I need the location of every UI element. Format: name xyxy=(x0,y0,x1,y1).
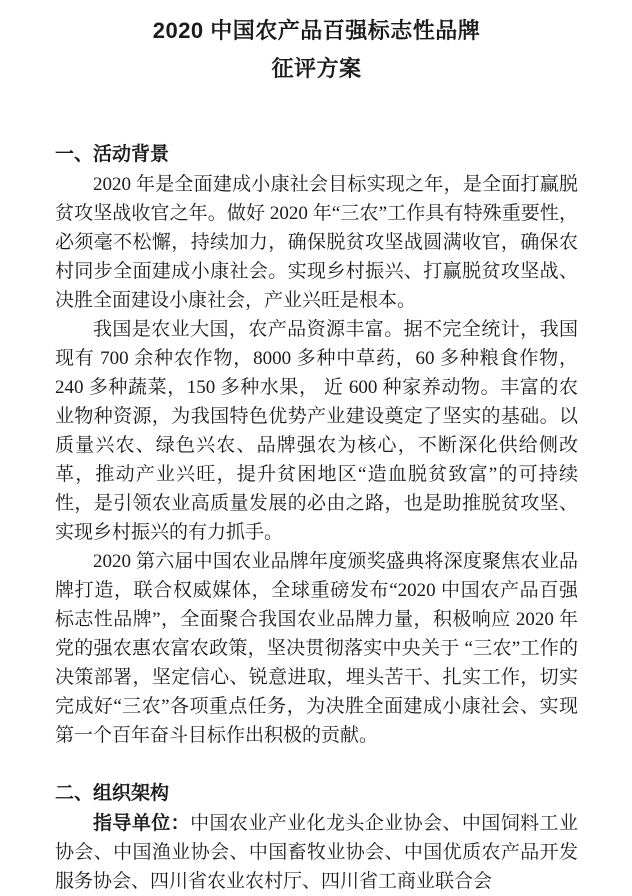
section-organization xyxy=(55,779,578,896)
section-1-paragraph-2: 我国是农业大国，农产品资源丰富。据不完全统计，我国现有 700 余种农作物，8000 多种中草药，60 多种粮食作物，240 多种蔬菜，150 多种水果， 近 600 种家养动物。丰富的农业物种资源，为我国特色优势产业建设奠定了坚实的基础。以质量兴农、绿色兴农、品牌强农为核心，不断深化供给侧改革，推动产业兴旺，提升贫困地区“造血脱贫致富”的可持续性，是引领农业高质量发展的必由之路，也是助推脱贫攻坚、实现乡村振兴的有力抓手。 xyxy=(55,319,578,543)
guiding-units-label: 指导单位： xyxy=(93,813,191,834)
document-title-line-1: 2020 中国农产品百强标志性品牌 xyxy=(152,18,481,43)
section-activity-background xyxy=(55,140,578,750)
guiding-units-list: 中国农业产业化龙头企业协会、中国饲料工业协会、中国渔业协会、中国畜牧业协会、中国优质农产品开发服务协会、四川省农业农村厅、四川省工商业联合会 xyxy=(55,813,578,892)
section-2-heading: 二、组织架构 xyxy=(55,783,170,804)
section-1-paragraph-3: 2020 第六届中国农业品牌年度颁奖盛典将深度聚焦农业品牌打造，联合权威媒体，全球重磅发布“2020 中国农产品百强标志性品牌”，全面聚合我国农业品牌力量，积极响应 2020 年党的强农惠农富农政策，坚决贯彻落实中央关于 “三农”工作的决策部署，坚定信心、锐意进取，埋头苦干、扎实工作，切实完成好“三农”各项重点任务，为决胜全面建成小康社会、实现第一个百年奋斗目标作出积极的贡献。 xyxy=(55,551,578,746)
document-title-line-2: 征评方案 xyxy=(271,56,362,81)
document-title xyxy=(55,12,578,88)
section-1-paragraph-1: 2020 年是全面建成小康社会目标实现之年，是全面打赢脱贫攻坚战收官之年。做好 2020 年“三农”工作具有特殊重要性，必须毫不松懈，持续加力，确保脱贫攻坚战圆满收官，确保农村同步全面建成小康社会。实现乡村振兴、打赢脱贫攻坚战、决胜全面建设小康社会，产业兴旺是根本。 xyxy=(55,174,578,311)
section-2-paragraph-1 xyxy=(55,809,578,896)
section-1-heading: 一、活动背景 xyxy=(55,144,170,165)
